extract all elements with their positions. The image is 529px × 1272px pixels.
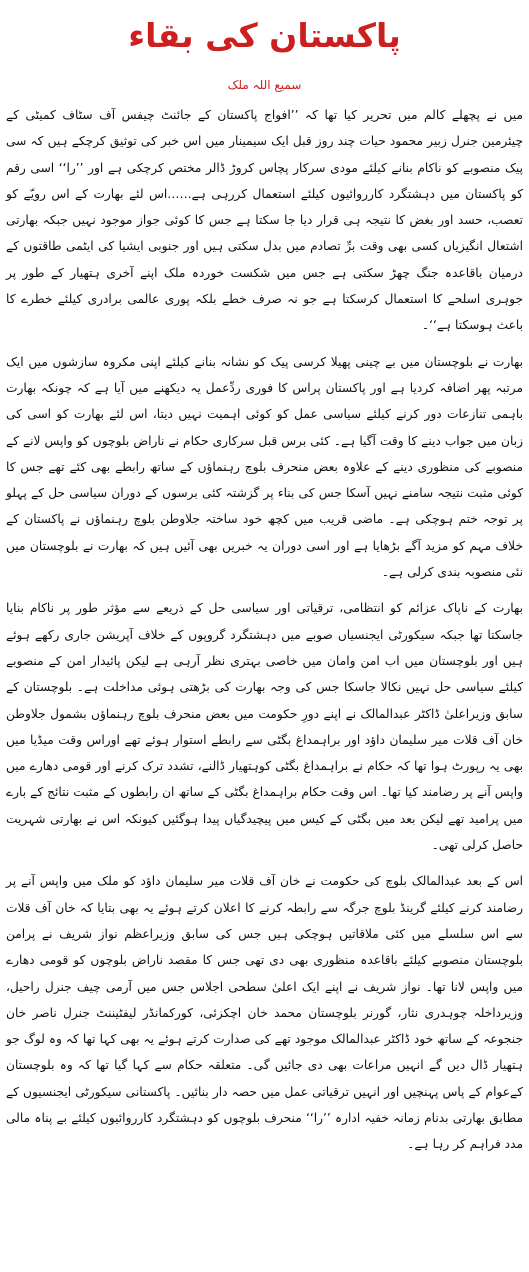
article-page (0, 14, 529, 1272)
paragraph-1: میں نے پچھلے کالم میں تحریر کیا تھا کہ ’’افواج پاکستان کے جائنٹ چیفس آف سٹاف کمیٹی کے چیئرمین جنرل زبیر محمود حیات چند روز قبل ایک سیمینار میں اس خبر کی توثیق کرچکے ہیں کہ سی پیک منصوبے کو ناکام بنانے کیلئے مودی سرکار پچاس کروڑ ڈالر مختص کرچکی ہے اور ’’را‘‘ اسی رقم کو پاکستان میں دہشتگرد کارروائیوں کیلئے استعمال کررہی ہے……اس لئے بھارت کے اس رویّے کو تعصب، حسد اور بغض کا نتیجہ ہی قرار دیا جا سکتا ہے جس کا کوئی جواز موجود نہیں جبکہ بھارتی اشتعال انگیزیاں کسی بھی وقت برِّ تصادم میں بدل سکتی ہیں اور جنوبی ایشیا کی ایٹمی طاقتوں کے درمیان باقاعدہ جنگ چھڑ سکتی ہے جس میں شکست خوردہ ملک اپنے آخری ہتھیار کے طور پر جوہری اسلحے کا استعمال کرسکتا ہے جو نہ صرف خطے بلکہ پوری عالمی برادری کیلئے خطرے کا باعث ہوسکتا ہے‘‘۔ (6, 108, 523, 333)
article-title: پاکستان کی بقاء (128, 16, 401, 55)
paragraph-3: بھارت کے ناپاک عزائم کو انتظامی، ترقیاتی اور سیاسی حل کے ذریعے سے مؤثر طور پر ناکام بنایا جاسکتا تھا جبکہ سیکورٹی ایجنسیاں صوبے میں دہشتگرد گروپوں کے خلاف آپریشن جاری رکھے ہوئے ہیں اور بلوچستان میں اب امن وامان میں خاصی بہتری نظر آرہی ہے لیکن پائیدار امن کے منصوبے کیلئے سیاسی حل نہیں نکالا جاسکا جس کی وجہ بھارت کی بڑھتی ہوئی مداخلت ہے۔ بلوچستان کے سابق وزیراعلیٰ ڈاکٹر عبدالمالک نے اپنے دورِ حکومت میں بعض منحرف بلوچ رہنماؤں بشمول جلاوطن خان آف قلات میر سلیمان داؤد اور براہمداغ بگٹی سے رابطے استوار ہوئے تھے اوراس وقت میڈیا میں بھی یہ رپورٹ ہوا تھا کہ حکام نے براہمداغ بگٹی کوہتھیار ڈالنے، تشدد ترک کرنے اور قومی دھارے میں واپس آنے پر رضامند کیا تھا۔ اس وقت حکام براہمداغ بگٹی کے ساتھ ان رابطوں کے مثبت نتائج کے بارے میں پرامید تھے لیکن بعد میں بگٹی کے کیس میں پیچیدگیاں پیدا ہوگئیں کیونکہ اس نے بھارتی شہریت حاصل کرلی تھی۔ (6, 601, 523, 853)
article-body (6, 102, 523, 1158)
paragraph-4: اس کے بعد عبدالمالک بلوچ کی حکومت نے خان آف قلات میر سلیمان داؤد کو ملک میں واپس آنے پر رضامند کرنے کیلئے گرینڈ بلوچ جرگہ سے رابطہ کرنے کا اعلان کرتے ہوئے یہ بھی بتایا کہ خان آف قلات سے اس سلسلے میں کئی ملاقاتیں ہوچکی ہیں جس کی سابق وزیراعظم نواز شریف نے پرامن بلوچستان منصوبے کیلئے باقاعدہ منظوری بھی دی تھی جس کا مقصد ناراض بلوچوں کو قومی دھارے میں واپس لانا تھا۔ نواز شریف نے اپنے ایک اعلیٰ سطحی اجلاس جس میں آرمی چیف جنرل راحیل، وزیرداخلہ چوہدری نثار، گورنر بلوچستان محمد خان اچکزئی، کورکمانڈر لیفٹیننٹ جنرل ناصر خان جنجوعہ کے ساتھ خود ڈاکٹر عبدالمالک موجود تھے کی صدارت کرتے ہوئے یہ بھی کہا تھا کہ وہ لوگ جو ہتھیار ڈال دیں گے انہیں مراعات بھی دی جائیں گی۔ متعلقہ حکام سے کہا گیا تھا کہ وہ بلوچستان کےعوام کے پاس پہنچیں اور انہیں ترقیاتی عمل میں حصہ دار بنائیں۔ پاکستانی سیکورٹی ایجنسیوں کے مطابق بھارتی بدنام زمانہ خفیہ ادارہ ’’را‘‘ منحرف بلوچوں کو دہشتگرد کارروائیوں کیلئے بے پناہ مالی مدد فراہم کر رہا ہے۔ (6, 874, 523, 1152)
paragraph-2: بھارت نے بلوچستان میں بے چینی پھیلا کرسی پیک کو نشانہ بنانے کیلئے اپنی مکروہ سازشوں میں ایک مرتبہ پھر اضافہ کردیا ہے اور پاکستان پراس کا فوری ردِّعمل یہ دیکھنے میں آیا ہے کہ چونکہ بھارت باہمی تنازعات دور کرنے کیلئے سیاسی عمل کو کوئی اہمیت نہیں دیتا، اس لئے بھارت کو اسی کی زبان میں جواب دینے کا وقت آگیا ہے۔ کئی برس قبل سرکاری حکام نے ناراض بلوچوں کو واپس لانے کے منصوبے کی منظوری دینے کے علاوہ بعض منحرف بلوچ رہنماؤں کے ساتھ رابطے بھی کئے تھے جس کا کوئی مثبت نتیجہ سامنے نہیں آسکا جس کی بناء پر گزشتہ کئی برسوں کے دوران سیاسی حل کے پہلو پر توجہ ختم ہوچکی ہے۔ ماضی قریب میں کچھ خود ساختہ جلاوطن بلوچ رہنماؤں نے پاکستان کے خلاف مہم کو مزید آگے بڑھایا ہے اور اسی دوران یہ خبریں بھی آئیں ہیں کہ بھارت نے بلوچستان میں نئی منصوبہ بندی کرلی ہے۔ (6, 354, 523, 580)
author-byline: سمیع اللہ ملک (227, 78, 302, 92)
